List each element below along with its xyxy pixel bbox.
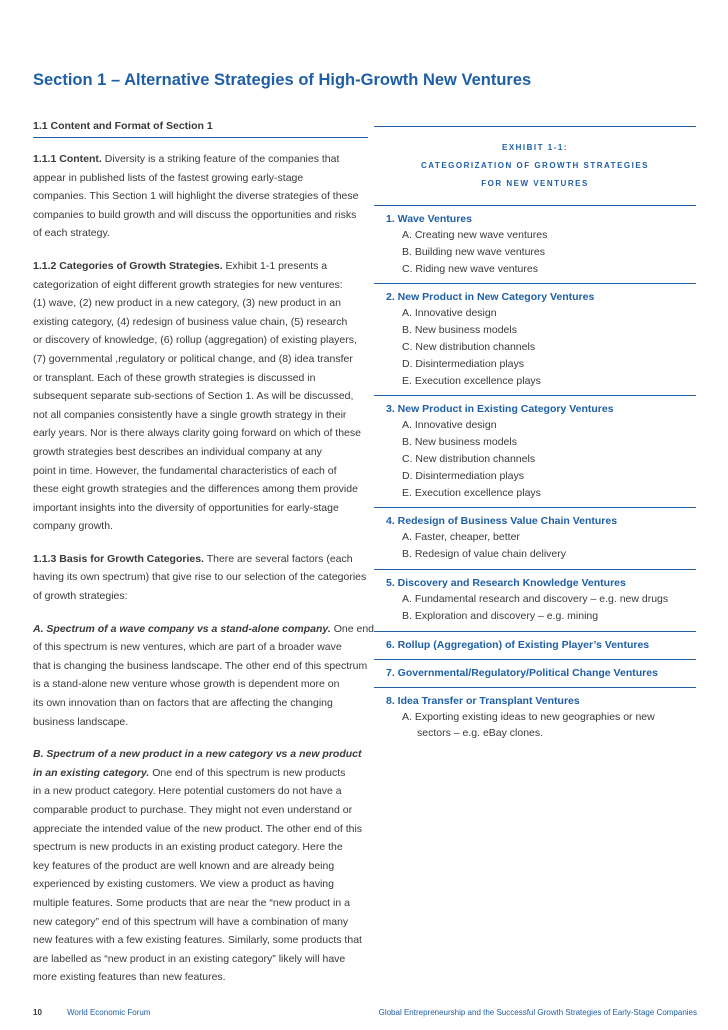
- strategy-group: [374, 570, 696, 631]
- strategy-group: [374, 284, 696, 395]
- page-number: 10: [33, 1008, 42, 1017]
- strategy-subitem: B. Exploration and discovery – e.g. mining: [402, 609, 599, 622]
- strategy-group: [374, 206, 696, 283]
- strategy-subitem: E. Execution excellence plays: [402, 374, 541, 387]
- strategy-title: 8. Idea Transfer or Transplant Ventures: [386, 694, 580, 707]
- footer-organization: World Economic Forum: [67, 1008, 151, 1017]
- strategy-subitem-continuation: sectors – e.g. eBay clones.: [417, 727, 544, 740]
- strategy-subitem: D. Disintermediation plays: [402, 469, 524, 482]
- paragraph-spectrum-b: B. Spectrum of a new product in a new category vs a new product in an existing category. One end of this spectrum is new products in a new product category. Here potential customers do not have a comparable product to purchase. They might not even understand or appreciate the intended value of the new product. The other end of this spectrum is new products in an existing product category. Here the key features of the product are well known and are already being experienced by existing customers. We view a product as having multiple features. Some products that are near the “new product in a new category” end of this spectrum will have a combination of many new features with a few existing features. Similarly, some products that are labelled as “new product in an existing category” likely will have more existing features than new features.: [33, 745, 368, 987]
- strategy-title: 6. Rollup (Aggregation) of Existing Player’s Ventures: [386, 638, 650, 651]
- strategy-subitem: B. New business models: [402, 324, 517, 337]
- paragraph-heading: A. Spectrum of a wave company vs a stand-alone company.: [33, 622, 331, 635]
- strategy-subitem: A. Fundamental research and discovery – e.g. new drugs: [402, 592, 669, 605]
- strategy-subitem: C. Riding new wave ventures: [402, 262, 538, 275]
- strategy-subitem: A. Exporting existing ideas to new geographies or new: [402, 710, 655, 723]
- paragraph-heading: 1.1.2 Categories of Growth Strategies.: [33, 259, 223, 272]
- strategy-subitem: B. Redesign of value chain delivery: [402, 548, 567, 561]
- strategy-subitem: C. New distribution channels: [402, 452, 536, 465]
- strategy-subitem: A. Innovative design: [402, 307, 497, 320]
- strategy-group: [374, 660, 696, 687]
- body-text-column: [33, 120, 374, 1001]
- exhibit-panel: [374, 126, 696, 748]
- strategy-subitem: D. Disintermediation plays: [402, 357, 524, 370]
- strategy-group: [374, 632, 696, 659]
- paragraph-heading: 1.1.1 Content.: [33, 153, 102, 165]
- strategy-title: 2. New Product in New Category Ventures: [386, 291, 595, 304]
- strategy-subitem: C. New distribution channels: [402, 340, 536, 353]
- exhibit-list: [374, 205, 696, 748]
- exhibit-title: EXHIBIT 1-1: CATEGORIZATION OF GROWTH STRATEGIES FOR NEW VENTURES: [374, 139, 696, 205]
- strategy-subitem: A. Creating new wave ventures: [402, 229, 548, 241]
- strategy-subitem: B. New business models: [402, 436, 517, 449]
- strategy-title: 7. Governmental/Regulatory/Political Change Ventures: [386, 666, 658, 679]
- paragraph-heading: 1.1.3 Basis for Growth Categories.: [33, 552, 204, 565]
- strategy-title: 3. New Product in Existing Category Ventures: [386, 403, 614, 416]
- paragraph-basis: 1.1.3 Basis for Growth Categories. There are several factors (each having its own spectrum) that give rise to our selection of the categories of growth strategies:: [33, 552, 367, 603]
- divider: [374, 126, 696, 127]
- strategy-subitem: B. Building new wave ventures: [402, 245, 545, 258]
- paragraph-content: 1.1.1 Content. Diversity is a striking feature of the companies that appear in published lists of the fastest growing early-stage companies. This Section 1 will highlight the diverse strategies of these companies to build growth and will discuss the opportunities and risks of each strategy.: [33, 153, 359, 240]
- strategy-group: [374, 688, 696, 749]
- paragraph-spectrum-a: A. Spectrum of a wave company vs a stand-alone company. One end of this spectrum is new ventures, which are part of a broader wave that is changing the business landscape. The other end of this spectrum is a stand-alone new venture whose growth is dependent more on its own innovation than on factors that are affecting the changing business landscape.: [33, 622, 374, 728]
- strategy-title: 5. Discovery and Research Knowledge Ventures: [386, 576, 626, 589]
- strategy-title: 1. Wave Ventures: [386, 213, 472, 225]
- section-heading: 1.1 Content and Format of Section 1: [33, 120, 368, 138]
- strategy-subitem: E. Execution excellence plays: [402, 486, 541, 499]
- strategy-group: [374, 508, 696, 569]
- paragraph-categories: 1.1.2 Categories of Growth Strategies. Exhibit 1-1 presents a categorization of eight different growth strategies for new ventures: (1) wave, (2) new product in a new category, (3) new product in an existing category, (4) redesign of business value chain, (5) research or discovery of knowledge, (6) rollup (aggregation) of existing players, (7) governmental ,regulatory or political change, and (8) idea transfer or transplant. Each of these growth strategies is discussed in subsequent separate sub-sections of Section 1. As will be discussed, not all companies consistently have a single growth strategy in their early years. Nor is there always clarity going forward on which of these growth strategies best describes an individual company at any point in time. However, the fundamental characteristics of each of these eight growth strategies and the differences among them provide important insights into the diversity of opportunities for early-stage company growth.: [33, 259, 361, 533]
- strategy-title: 4. Redesign of Business Value Chain Ventures: [386, 515, 618, 528]
- strategy-subitem: A. Faster, cheaper, better: [402, 531, 520, 544]
- page-title: Section 1 – Alternative Strategies of High-Growth New Ventures: [33, 71, 532, 89]
- footer-publication-title: Global Entrepreneurship and the Successful Growth Strategies of Early-Stage Companies: [378, 1008, 697, 1017]
- strategy-group: [374, 396, 696, 507]
- strategy-subitem: A. Innovative design: [402, 419, 497, 432]
- paragraph-heading: B. Spectrum of a new product in a new category vs a new product: [33, 748, 362, 761]
- exhibit-label: EXHIBIT 1-1:: [501, 143, 568, 152]
